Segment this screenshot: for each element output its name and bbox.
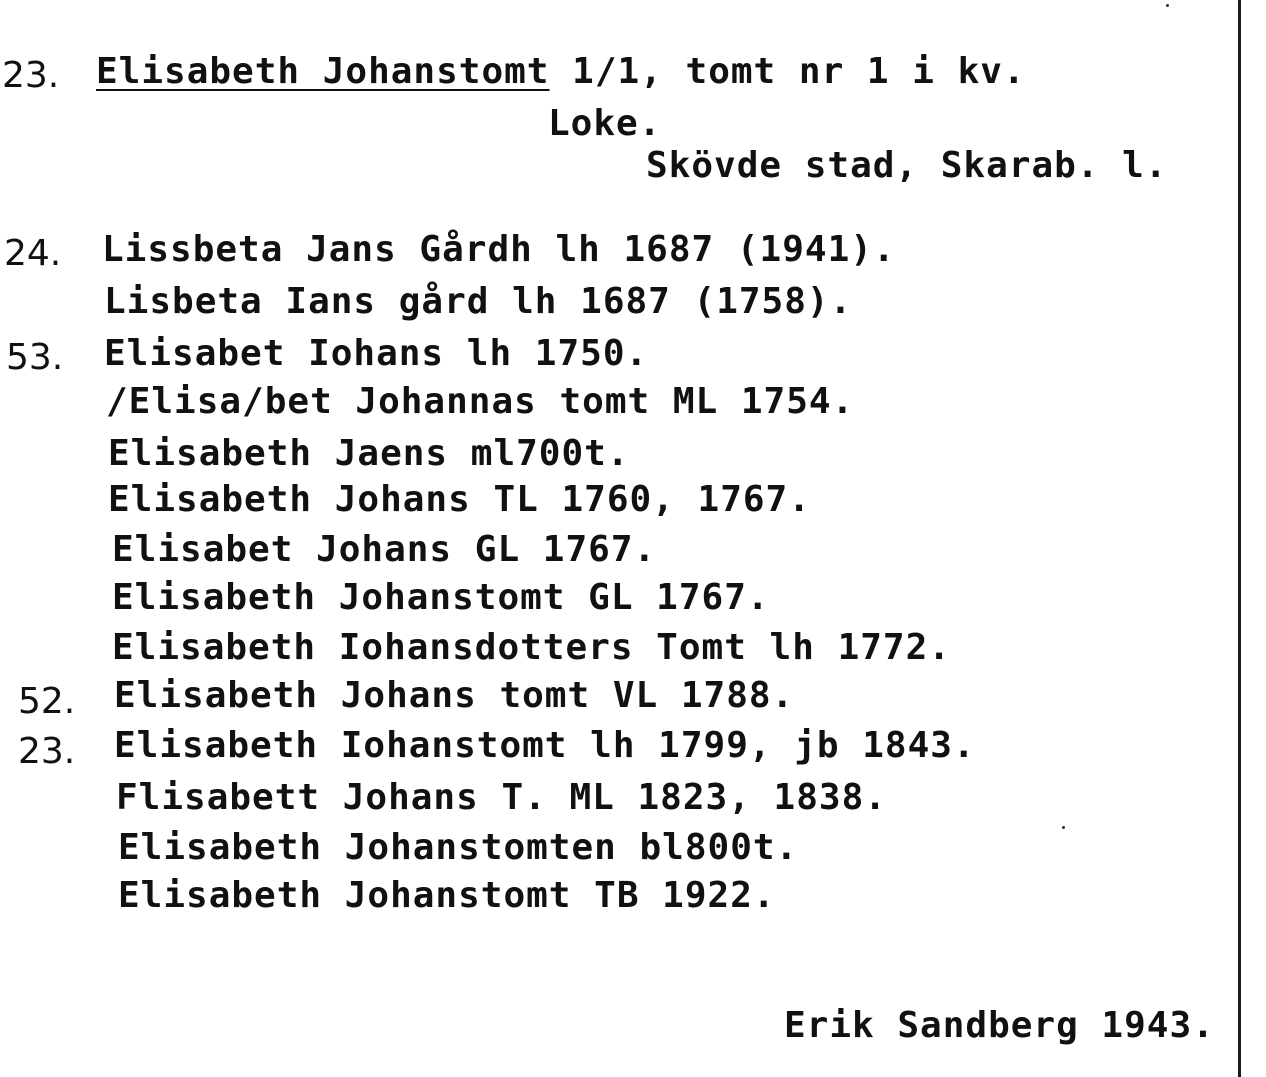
entry-line-2: Loke. bbox=[548, 103, 662, 144]
record-line: Lisbeta Ians gård lh 1687 (1758). bbox=[104, 281, 853, 322]
record-line: Elisabeth Johans TL 1760, 1767. bbox=[108, 479, 811, 520]
record-line: Elisabet Iohans lh 1750. bbox=[104, 333, 649, 374]
record-number: 23. bbox=[18, 731, 76, 772]
entry-name: Elisabeth Johanstomt bbox=[96, 51, 550, 92]
record-line: Elisabeth Jaens ml700t. bbox=[108, 433, 630, 474]
record-number: 52. bbox=[18, 681, 76, 722]
record-line: Lissbeta Jans Gårdh lh 1687 (1941). bbox=[102, 229, 896, 270]
record-line: Elisabeth Johans tomt VL 1788. bbox=[114, 675, 795, 716]
entry-heading-rest: 1/1, tomt nr 1 i kv. bbox=[549, 51, 1026, 92]
record-line: Elisabeth Johanstomten bl800t. bbox=[118, 827, 799, 868]
record-line: Elisabeth Iohansdotters Tomt lh 1772. bbox=[112, 627, 951, 668]
record-number: 24. bbox=[4, 233, 62, 274]
scan-speck bbox=[1166, 4, 1169, 7]
record-line: Flisabett Johans T. ML 1823, 1838. bbox=[116, 777, 887, 818]
record-line: Elisabet Johans GL 1767. bbox=[112, 529, 657, 570]
record-line: Elisabeth Iohanstomt lh 1799, jb 1843. bbox=[114, 725, 976, 766]
card-edge-line bbox=[1238, 0, 1241, 1077]
entry-number: 23. bbox=[2, 55, 60, 96]
signature: Erik Sandberg 1943. bbox=[784, 1005, 1215, 1046]
record-line: Elisabeth Johanstomt GL 1767. bbox=[112, 577, 770, 618]
scan-speck bbox=[1062, 826, 1065, 829]
record-line: /Elisa/bet Johannas tomt ML 1754. bbox=[106, 381, 855, 422]
entry-heading bbox=[96, 52, 1026, 92]
record-line: Elisabeth Johanstomt TB 1922. bbox=[118, 875, 776, 916]
record-number: 53. bbox=[6, 337, 64, 378]
entry-line-3: Skövde stad, Skarab. l. bbox=[646, 145, 1168, 186]
